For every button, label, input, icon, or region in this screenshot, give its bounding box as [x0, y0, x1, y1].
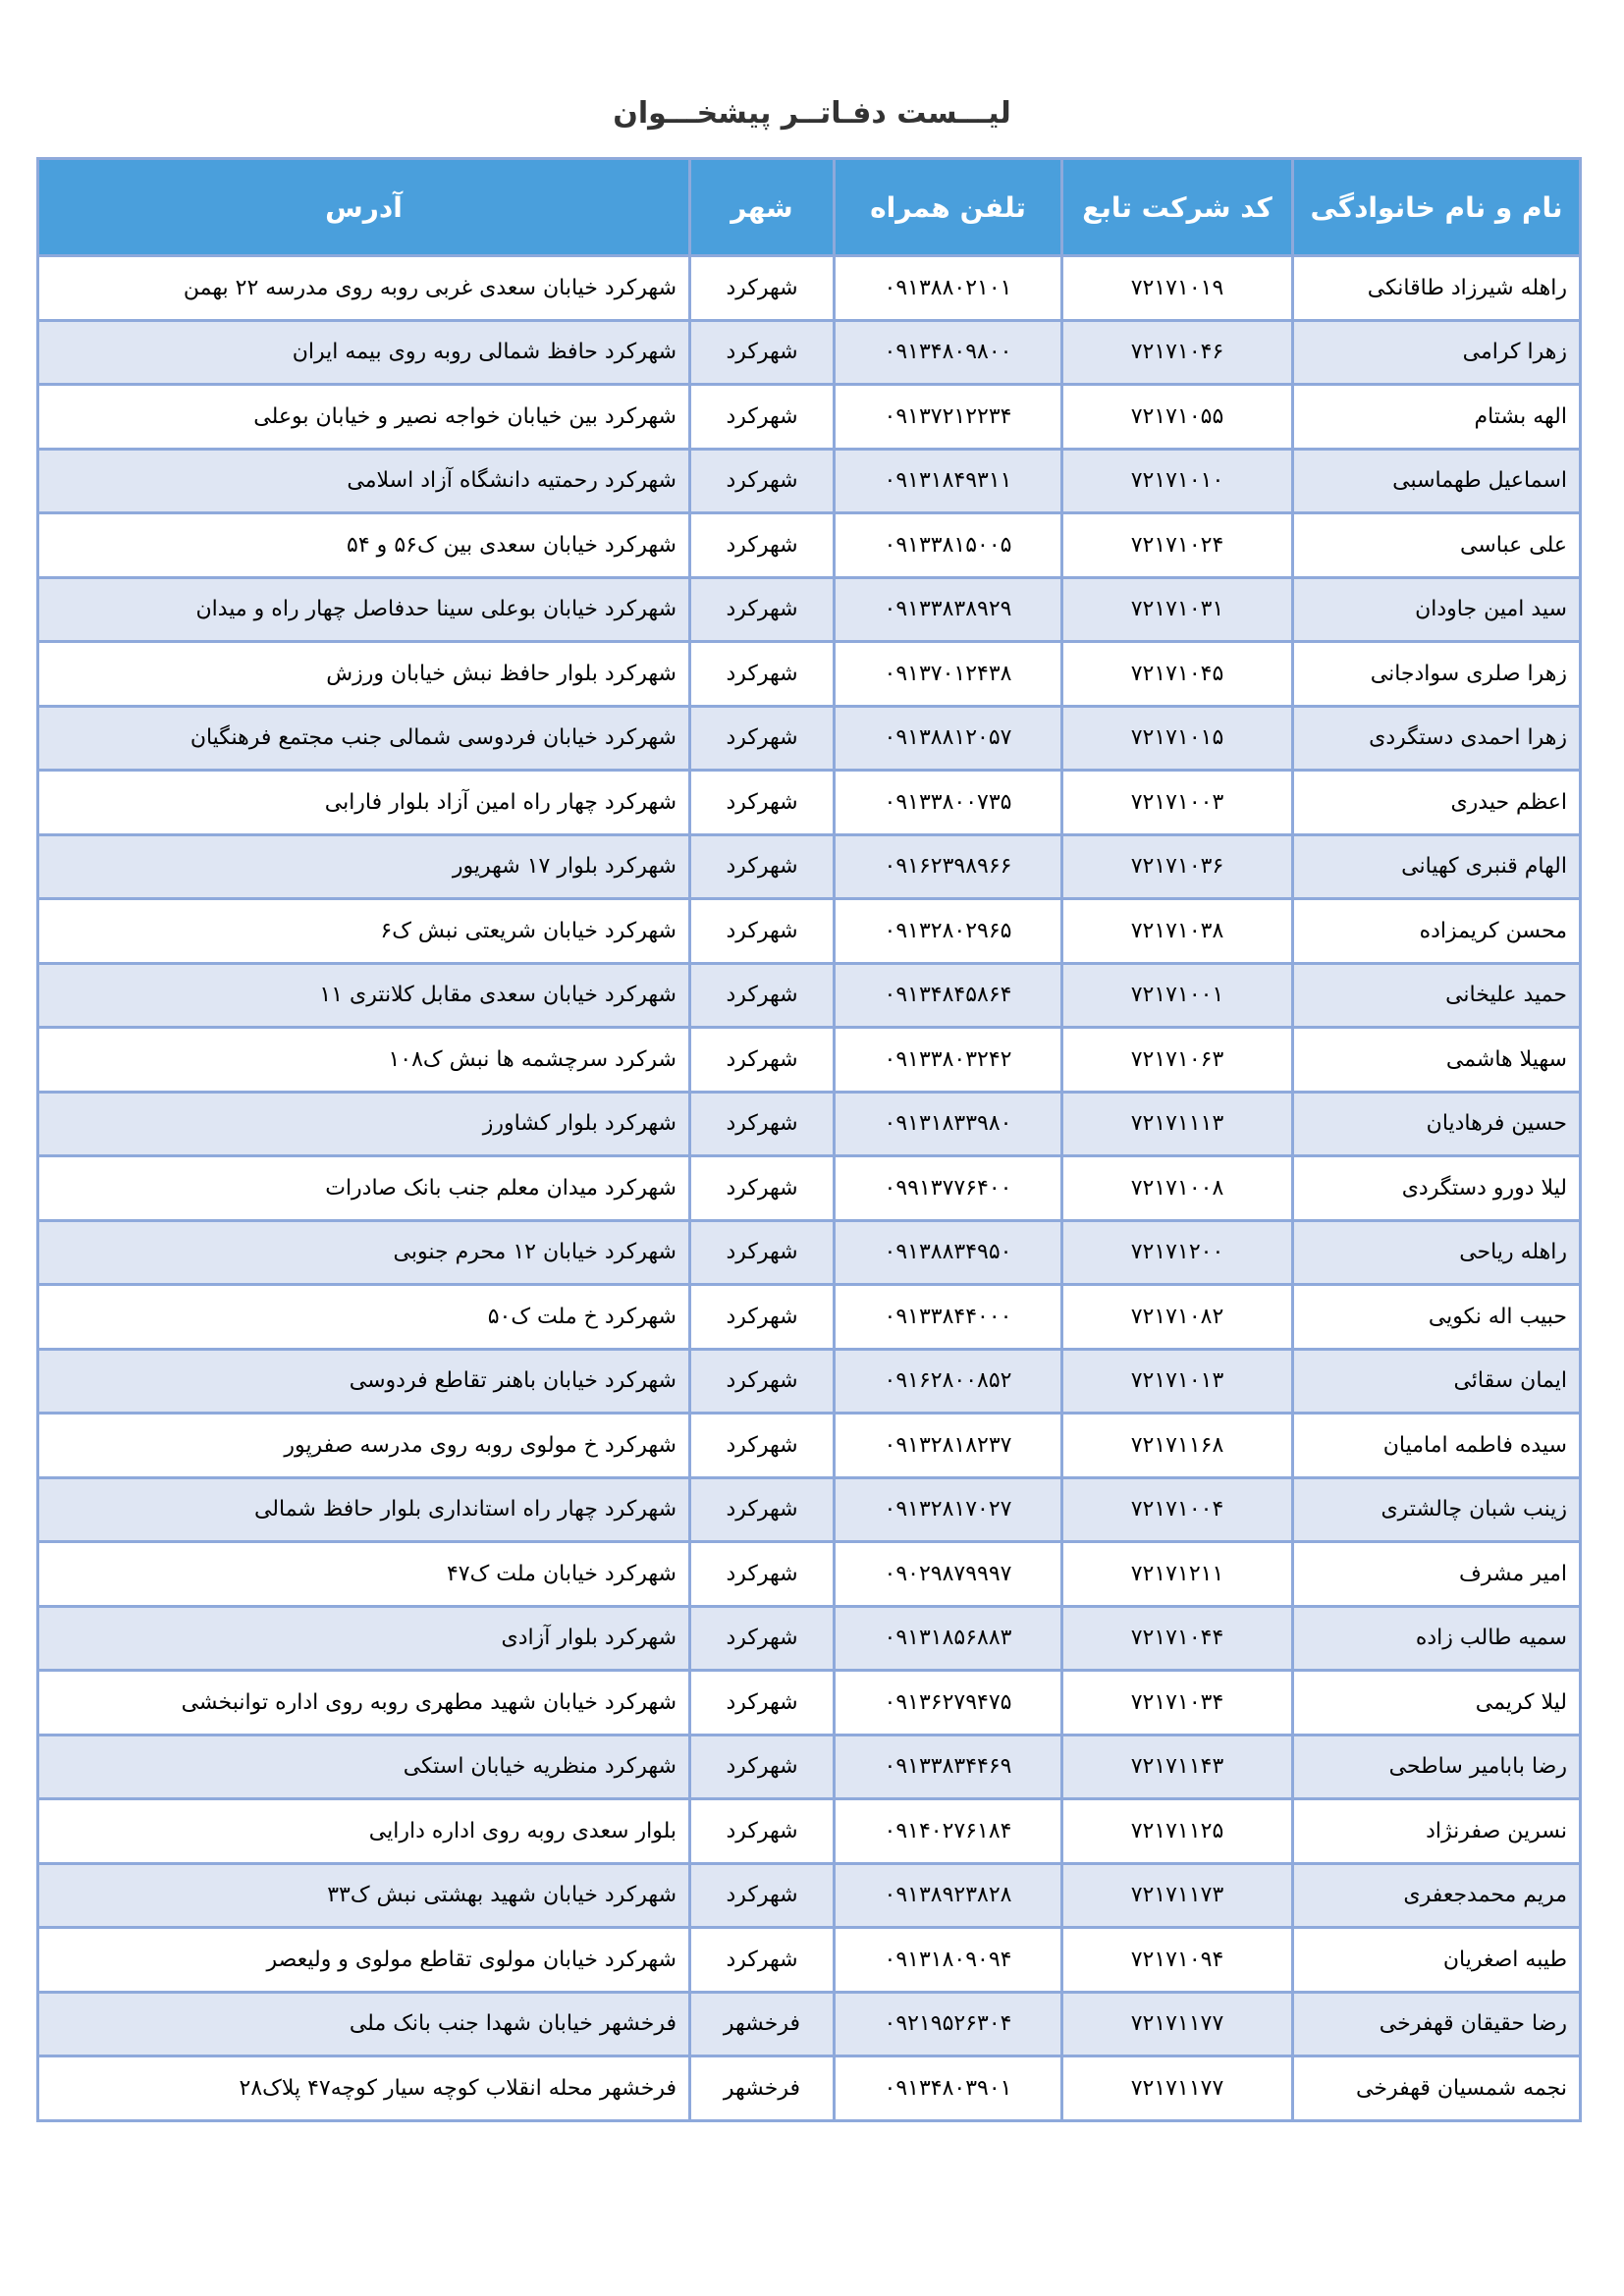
cell-company-code: ۷۲۱۷۱۲۰۰ [1062, 1220, 1293, 1285]
table-row [38, 1671, 1581, 1735]
cell-company-code: ۷۲۱۷۱۱۷۷ [1062, 1992, 1293, 2056]
cell-name: لیلا دورو دستگردی [1293, 1156, 1581, 1221]
cell-mobile: ۰۹۱۳۲۸۰۲۹۶۵ [835, 899, 1062, 964]
cell-city: شهرکرد [690, 256, 835, 321]
cell-company-code: ۷۲۱۷۱۰۰۴ [1062, 1477, 1293, 1542]
cell-city: شهرکرد [690, 1028, 835, 1093]
cell-company-code: ۷۲۱۷۱۱۱۳ [1062, 1092, 1293, 1156]
cell-name: ایمان سقائی [1293, 1349, 1581, 1414]
cell-mobile: ۰۹۱۳۴۸۰۹۸۰۰ [835, 320, 1062, 385]
table-row [38, 1156, 1581, 1221]
cell-city: شهرکرد [690, 385, 835, 450]
cell-name: زهرا صلری سوادجانی [1293, 642, 1581, 707]
cell-address: شهرکرد خ ملت ک۵۰ [38, 1285, 690, 1350]
cell-company-code: ۷۲۱۷۱۱۷۳ [1062, 1863, 1293, 1928]
cell-name: حبیب اله نکویی [1293, 1285, 1581, 1350]
cell-name: نسرین صفرنژاد [1293, 1799, 1581, 1864]
cell-company-code: ۷۲۱۷۱۰۴۴ [1062, 1606, 1293, 1671]
cell-address: شهرکرد خیابان بوعلی سینا حدفاصل چهار راه و میدان [38, 577, 690, 642]
cell-name: نجمه شمسیان قهفرخی [1293, 2056, 1581, 2121]
cell-city: شهرکرد [690, 1735, 835, 1799]
cell-address: شهرکرد بلوار آزادی [38, 1606, 690, 1671]
cell-mobile: ۰۹۱۳۴۸۴۵۸۶۴ [835, 963, 1062, 1028]
cell-name: حسین فرهادیان [1293, 1092, 1581, 1156]
cell-name: زینب شبان چالشتری [1293, 1477, 1581, 1542]
table-row [38, 899, 1581, 964]
table-row [38, 320, 1581, 385]
cell-city: شهرکرد [690, 1863, 835, 1928]
cell-city: شهرکرد [690, 963, 835, 1028]
cell-mobile: ۰۹۱۳۲۸۱۷۰۲۷ [835, 1477, 1062, 1542]
table-row [38, 1414, 1581, 1478]
header-address: آدرس [38, 159, 690, 256]
table-row [38, 2056, 1581, 2121]
cell-address: شهرکرد خیابان باهنر تقاطع فردوسی [38, 1349, 690, 1414]
cell-address: شرکرد سرچشمه ها نبش ک۱۰۸ [38, 1028, 690, 1093]
cell-name: الهه بشتام [1293, 385, 1581, 450]
cell-city: شهرکرد [690, 1606, 835, 1671]
offices-table-container [39, 157, 1582, 2122]
cell-mobile: ۰۹۱۳۷۲۱۲۲۳۴ [835, 385, 1062, 450]
cell-address: شهرکرد خ مولوی روبه روی مدرسه صفرپور [38, 1414, 690, 1478]
table-row [38, 1606, 1581, 1671]
cell-city: شهرکرد [690, 1092, 835, 1156]
table-header-row [38, 159, 1581, 256]
cell-address: شهرکرد خیابان شهید مطهری روبه روی اداره توانبخشی [38, 1671, 690, 1735]
cell-city: شهرکرد [690, 449, 835, 513]
cell-mobile: ۰۹۰۲۹۸۷۹۹۹۷ [835, 1542, 1062, 1607]
cell-company-code: ۷۲۱۷۱۱۲۵ [1062, 1799, 1293, 1864]
cell-company-code: ۷۲۱۷۱۰۰۸ [1062, 1156, 1293, 1221]
table-row [38, 513, 1581, 578]
cell-mobile: ۰۹۱۳۸۸۰۲۱۰۱ [835, 256, 1062, 321]
cell-mobile: ۰۹۱۳۳۸۳۴۴۶۹ [835, 1735, 1062, 1799]
cell-address: شهرکرد منظریه خیابان استکی [38, 1735, 690, 1799]
table-row [38, 771, 1581, 835]
cell-name: امیر مشرف [1293, 1542, 1581, 1607]
cell-city: شهرکرد [690, 1671, 835, 1735]
cell-city: شهرکرد [690, 642, 835, 707]
cell-company-code: ۷۲۱۷۱۰۹۴ [1062, 1928, 1293, 1993]
table-row [38, 642, 1581, 707]
cell-mobile: ۰۹۱۳۸۸۳۴۹۵۰ [835, 1220, 1062, 1285]
cell-address: شهرکرد حافظ شمالی روبه روی بیمه ایران [38, 320, 690, 385]
cell-name: رضا حقیقان قهفرخی [1293, 1992, 1581, 2056]
table-row [38, 1542, 1581, 1607]
cell-address: فرخشهر خیابان شهدا جنب بانک ملی [38, 1992, 690, 2056]
cell-city: شهرکرد [690, 513, 835, 578]
cell-mobile: ۰۹۱۳۱۸۴۹۳۱۱ [835, 449, 1062, 513]
cell-city: شهرکرد [690, 1156, 835, 1221]
table-row [38, 1992, 1581, 2056]
offices-table [36, 157, 1582, 2122]
header-company-code: کد شرکت تابع [1062, 159, 1293, 256]
cell-name: محسن کریمزاده [1293, 899, 1581, 964]
cell-address: شهرکرد بلوار حافظ نبش خیابان ورزش [38, 642, 690, 707]
cell-mobile: ۰۹۱۳۱۸۰۹۰۹۴ [835, 1928, 1062, 1993]
cell-mobile: ۰۹۱۳۸۸۱۲۰۵۷ [835, 706, 1062, 771]
cell-mobile: ۰۹۲۱۹۵۲۶۳۰۴ [835, 1992, 1062, 2056]
cell-mobile: ۰۹۱۳۳۸۳۸۹۲۹ [835, 577, 1062, 642]
cell-name: سهیلا هاشمی [1293, 1028, 1581, 1093]
table-row [38, 1735, 1581, 1799]
cell-name: حمید علیخانی [1293, 963, 1581, 1028]
cell-company-code: ۷۲۱۷۱۱۴۳ [1062, 1735, 1293, 1799]
cell-company-code: ۷۲۱۷۱۰۱۰ [1062, 449, 1293, 513]
cell-name: علی عباسی [1293, 513, 1581, 578]
table-body [38, 256, 1581, 2121]
cell-mobile: ۰۹۱۶۲۸۰۰۸۵۲ [835, 1349, 1062, 1414]
cell-address: شهرکرد خیابان مولوی تقاطع مولوی و ولیعصر [38, 1928, 690, 1993]
cell-address: شهرکرد بلوار ۱۷ شهریور [38, 834, 690, 899]
cell-address: بلوار سعدی روبه روی اداره دارایی [38, 1799, 690, 1864]
cell-mobile: ۰۹۱۳۲۸۱۸۲۳۷ [835, 1414, 1062, 1478]
cell-city: شهرکرد [690, 1477, 835, 1542]
cell-city: شهرکرد [690, 1928, 835, 1993]
table-row [38, 834, 1581, 899]
cell-mobile: ۰۹۱۳۳۸۴۴۰۰۰ [835, 1285, 1062, 1350]
cell-company-code: ۷۲۱۷۱۰۳۶ [1062, 834, 1293, 899]
cell-company-code: ۷۲۱۷۱۰۱۹ [1062, 256, 1293, 321]
cell-mobile: ۰۹۱۳۴۸۰۳۹۰۱ [835, 2056, 1062, 2121]
cell-name: زهرا احمدی دستگردی [1293, 706, 1581, 771]
cell-address: شهرکرد خیابان ۱۲ محرم جنوبی [38, 1220, 690, 1285]
cell-address: شهرکرد خیابان ملت ک۴۷ [38, 1542, 690, 1607]
cell-mobile: ۰۹۱۳۷۰۱۲۴۳۸ [835, 642, 1062, 707]
header-mobile: تلفن همراه [835, 159, 1062, 256]
cell-company-code: ۷۲۱۷۱۰۴۶ [1062, 320, 1293, 385]
table-row [38, 1477, 1581, 1542]
header-name: نام و نام خانوادگی [1293, 159, 1581, 256]
cell-city: فرخشهر [690, 1992, 835, 2056]
table-row [38, 963, 1581, 1028]
cell-address: شهرکرد میدان معلم جنب بانک صادرات [38, 1156, 690, 1221]
table-row [38, 577, 1581, 642]
table-row [38, 1928, 1581, 1993]
table-row [38, 385, 1581, 450]
table-row [38, 1220, 1581, 1285]
cell-city: شهرکرد [690, 1414, 835, 1478]
cell-city: شهرکرد [690, 1220, 835, 1285]
cell-company-code: ۷۲۱۷۱۱۶۸ [1062, 1414, 1293, 1478]
cell-city: شهرکرد [690, 1799, 835, 1864]
cell-company-code: ۷۲۱۷۱۰۳۸ [1062, 899, 1293, 964]
cell-address: شهرکرد خیابان سعدی غربی روبه روی مدرسه ۲۲ بهمن [38, 256, 690, 321]
cell-city: شهرکرد [690, 706, 835, 771]
cell-city: شهرکرد [690, 1542, 835, 1607]
cell-address: شهرکرد رحمتیه دانشگاه آزاد اسلامی [38, 449, 690, 513]
cell-company-code: ۷۲۱۷۱۲۱۱ [1062, 1542, 1293, 1607]
cell-company-code: ۷۲۱۷۱۰۰۱ [1062, 963, 1293, 1028]
cell-company-code: ۷۲۱۷۱۰۱۳ [1062, 1349, 1293, 1414]
cell-name: لیلا کریمی [1293, 1671, 1581, 1735]
cell-company-code: ۷۲۱۷۱۰۶۳ [1062, 1028, 1293, 1093]
cell-address: فرخشهر محله انقلاب کوچه سیار کوچه۴۷ پلاک۲۸ [38, 2056, 690, 2121]
cell-city: شهرکرد [690, 834, 835, 899]
cell-name: رضا بابامیر ساطحی [1293, 1735, 1581, 1799]
cell-name: مریم محمدجعفری [1293, 1863, 1581, 1928]
table-row [38, 1092, 1581, 1156]
cell-name: راهله شیرزاد طاقانکی [1293, 256, 1581, 321]
cell-name: الهام قنبری کهیانی [1293, 834, 1581, 899]
cell-name: سمیه طالب زاده [1293, 1606, 1581, 1671]
cell-company-code: ۷۲۱۷۱۱۷۷ [1062, 2056, 1293, 2121]
page-title: لیـــست دفـاتــر پیشخـــوان [613, 96, 1011, 131]
cell-address: شهرکرد خیابان سعدی بین ک۵۶ و ۵۴ [38, 513, 690, 578]
cell-name: اسماعیل طهماسبی [1293, 449, 1581, 513]
table-row [38, 706, 1581, 771]
cell-name: راهله ریاحی [1293, 1220, 1581, 1285]
cell-company-code: ۷۲۱۷۱۰۳۴ [1062, 1671, 1293, 1735]
cell-address: شهرکرد بین خیابان خواجه نصیر و خیابان بوعلی [38, 385, 690, 450]
cell-address: شهرکرد خیابان سعدی مقابل کلانتری ۱۱ [38, 963, 690, 1028]
cell-mobile: ۰۹۹۱۳۷۷۶۴۰۰ [835, 1156, 1062, 1221]
cell-address: شهرکرد بلوار کشاورز [38, 1092, 690, 1156]
cell-mobile: ۰۹۱۳۱۸۵۶۸۸۳ [835, 1606, 1062, 1671]
table-row [38, 256, 1581, 321]
cell-address: شهرکرد خیابان شریعتی نبش ک۶ [38, 899, 690, 964]
cell-mobile: ۰۹۱۳۳۸۰۰۷۳۵ [835, 771, 1062, 835]
cell-address: شهرکرد چهار راه امین آزاد بلوار فارابی [38, 771, 690, 835]
cell-name: سید امین جاودان [1293, 577, 1581, 642]
cell-city: فرخشهر [690, 2056, 835, 2121]
cell-mobile: ۰۹۱۳۸۹۲۳۸۲۸ [835, 1863, 1062, 1928]
cell-name: سیده فاطمه امامیان [1293, 1414, 1581, 1478]
cell-address: شهرکرد خیابان فردوسی شمالی جنب مجتمع فرهنگیان [38, 706, 690, 771]
cell-mobile: ۰۹۱۳۳۸۱۵۰۰۵ [835, 513, 1062, 578]
cell-address: شهرکرد خیابان شهید بهشتی نبش ک۳۳ [38, 1863, 690, 1928]
cell-mobile: ۰۹۱۳۳۸۰۳۲۴۲ [835, 1028, 1062, 1093]
cell-company-code: ۷۲۱۷۱۰۸۲ [1062, 1285, 1293, 1350]
cell-city: شهرکرد [690, 771, 835, 835]
cell-mobile: ۰۹۱۳۱۸۳۳۹۸۰ [835, 1092, 1062, 1156]
cell-name: اعظم حیدری [1293, 771, 1581, 835]
table-row [38, 1863, 1581, 1928]
cell-company-code: ۷۲۱۷۱۰۳۱ [1062, 577, 1293, 642]
cell-company-code: ۷۲۱۷۱۰۴۵ [1062, 642, 1293, 707]
cell-name: طیبه اصغریان [1293, 1928, 1581, 1993]
table-row [38, 449, 1581, 513]
cell-company-code: ۷۲۱۷۱۰۲۴ [1062, 513, 1293, 578]
cell-address: شهرکرد چهار راه استانداری بلوار حافظ شمالی [38, 1477, 690, 1542]
cell-company-code: ۷۲۱۷۱۰۰۳ [1062, 771, 1293, 835]
cell-name: زهرا کرامی [1293, 320, 1581, 385]
cell-city: شهرکرد [690, 1285, 835, 1350]
cell-city: شهرکرد [690, 899, 835, 964]
header-city: شهر [690, 159, 835, 256]
cell-mobile: ۰۹۱۶۲۳۹۸۹۶۶ [835, 834, 1062, 899]
table-row [38, 1349, 1581, 1414]
cell-city: شهرکرد [690, 577, 835, 642]
cell-mobile: ۰۹۱۳۶۲۷۹۴۷۵ [835, 1671, 1062, 1735]
cell-city: شهرکرد [690, 320, 835, 385]
cell-city: شهرکرد [690, 1349, 835, 1414]
table-row [38, 1028, 1581, 1093]
cell-company-code: ۷۲۱۷۱۰۱۵ [1062, 706, 1293, 771]
cell-mobile: ۰۹۱۴۰۲۷۶۱۸۴ [835, 1799, 1062, 1864]
table-row [38, 1799, 1581, 1864]
table-row [38, 1285, 1581, 1350]
cell-company-code: ۷۲۱۷۱۰۵۵ [1062, 385, 1293, 450]
